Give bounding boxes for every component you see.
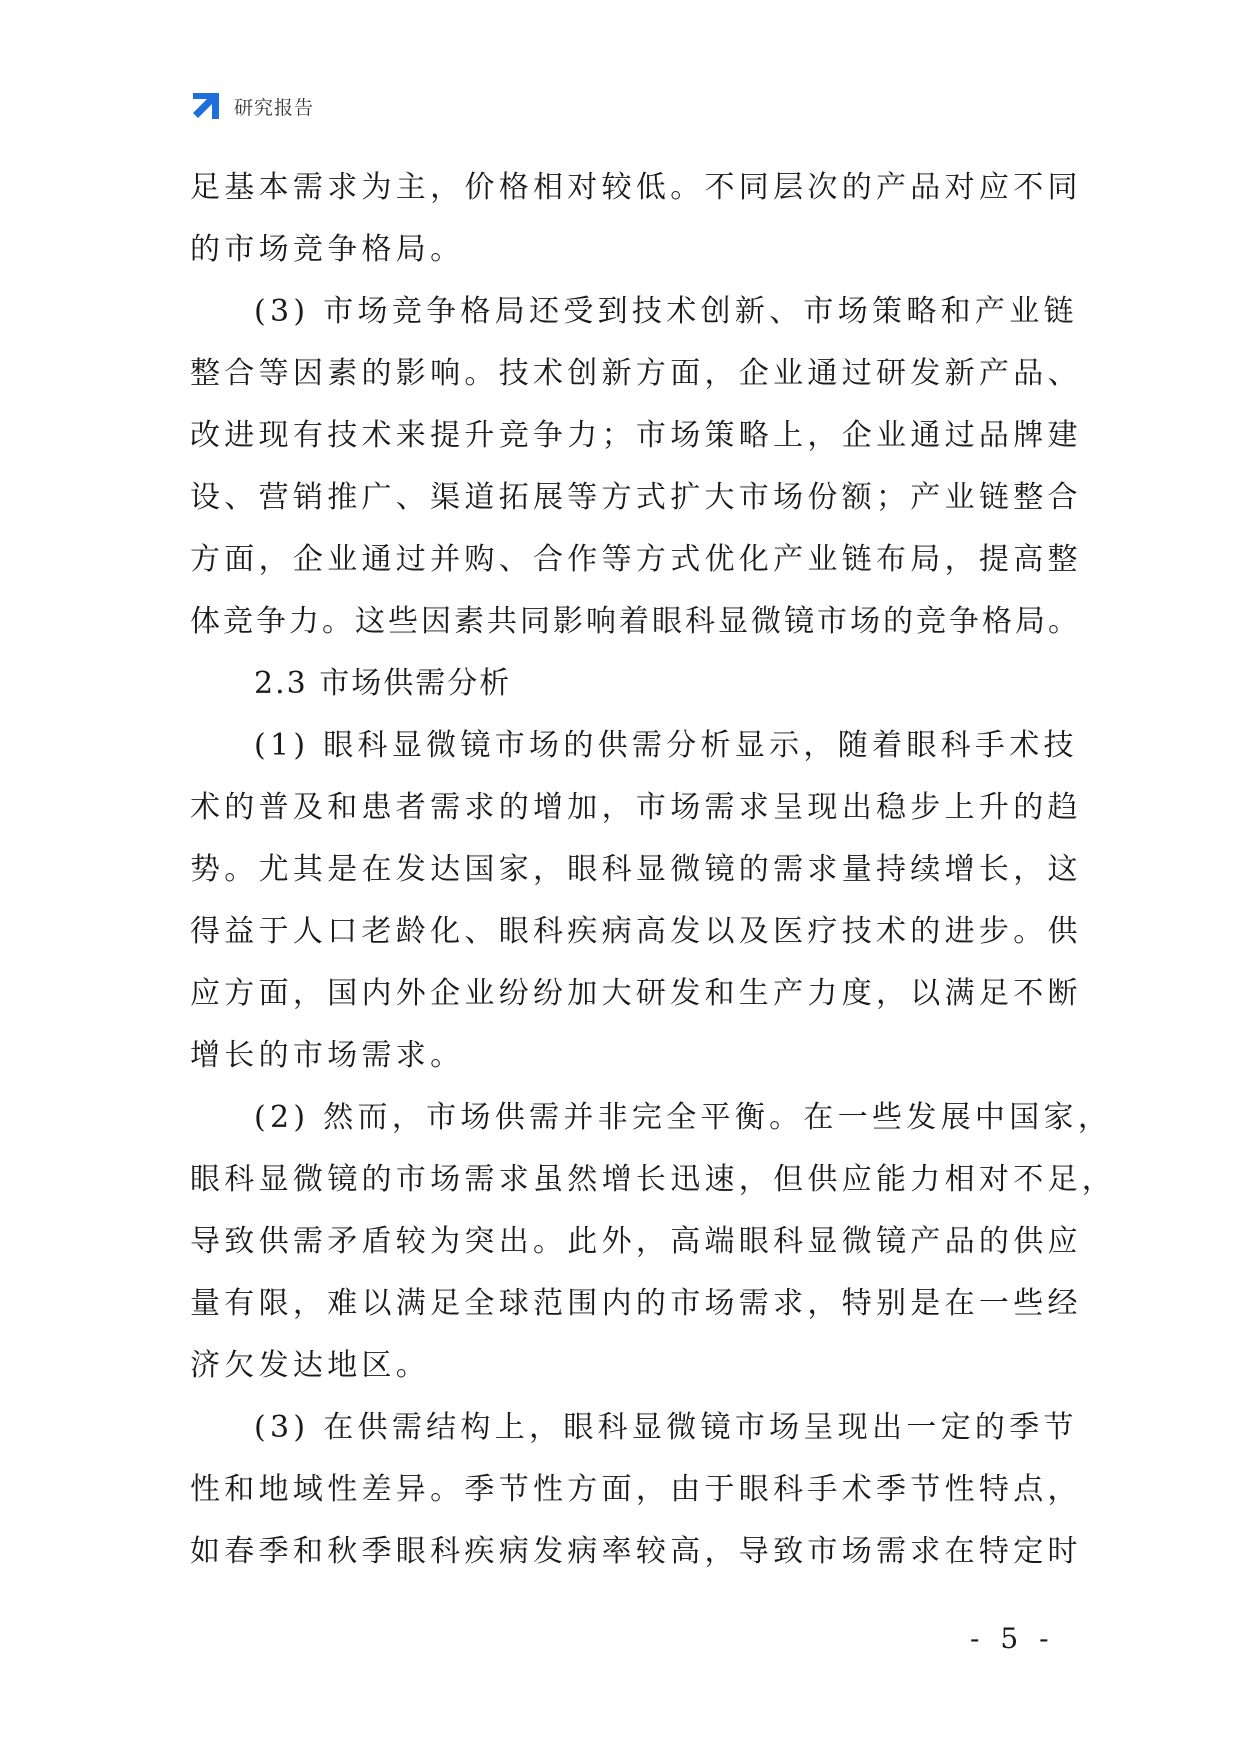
- text-line: 量有限，难以满足全球范围内的市场需求，特别是在一些经: [190, 1286, 1082, 1321]
- paragraph-start: (3) 市场竞争格局还受到技术创新、市场策略和产业链: [254, 294, 1078, 329]
- paragraph-start: (2) 然而，市场供需并非完全平衡。在一些发展中国家，: [254, 1100, 1113, 1135]
- text-line: 应方面，国内外企业纷纷加大研发和生产力度，以满足不断: [190, 976, 1082, 1011]
- text-line: 整合等因素的影响。技术创新方面，企业通过研发新产品、: [190, 356, 1082, 391]
- text-line: 术的普及和患者需求的增加，市场需求呈现出稳步上升的趋: [190, 790, 1082, 825]
- text-line: 济欠发达地区。: [190, 1348, 431, 1383]
- text-line: 如春季和秋季眼科疾病发病率较高，导致市场需求在特定时: [190, 1534, 1082, 1569]
- paragraph-start: (1) 眼科显微镜市场的供需分析显示，随着眼科手术技: [254, 728, 1078, 763]
- text-line: 导致供需矛盾较为突出。此外，高端眼科显微镜产品的供应: [190, 1224, 1082, 1259]
- page-number: - 5 -: [970, 1622, 1055, 1655]
- section-heading: 2.3 市场供需分析: [254, 666, 512, 701]
- text-line: 眼科显微镜的市场需求虽然增长迅速，但供应能力相对不足，: [190, 1162, 1117, 1197]
- text-line: 得益于人口老龄化、眼科疾病高发以及医疗技术的进步。供: [190, 914, 1082, 949]
- text-line: 体竞争力。这些因素共同影响着眼科显微镜市场的竞争格局。: [190, 604, 1081, 639]
- text-line: 设、营销推广、渠道拓展等方式扩大市场份额；产业链整合: [190, 480, 1082, 515]
- text-line: 势。尤其是在发达国家，眼科显微镜的需求量持续增长，这: [190, 852, 1082, 887]
- text-line: 方面，企业通过并购、合作等方式优化产业链布局，提高整: [190, 542, 1082, 577]
- text-line: 性和地域性差异。季节性方面，由于眼科手术季节性特点，: [190, 1472, 1082, 1507]
- text-line: 足基本需求为主，价格相对较低。不同层次的产品对应不同: [190, 170, 1082, 205]
- report-header: [190, 88, 314, 124]
- document-body: [190, 157, 1117, 1583]
- text-line: 改进现有技术来提升竞争力；市场策略上，企业通过品牌建: [190, 418, 1082, 453]
- arrow-logo-icon: [190, 90, 222, 122]
- text-line: 增长的市场需求。: [190, 1038, 465, 1073]
- paragraph-start: (3) 在供需结构上，眼科显微镜市场呈现出一定的季节: [254, 1410, 1078, 1445]
- header-title: 研究报告: [234, 96, 315, 119]
- text-line: 的市场竞争格局。: [190, 232, 465, 267]
